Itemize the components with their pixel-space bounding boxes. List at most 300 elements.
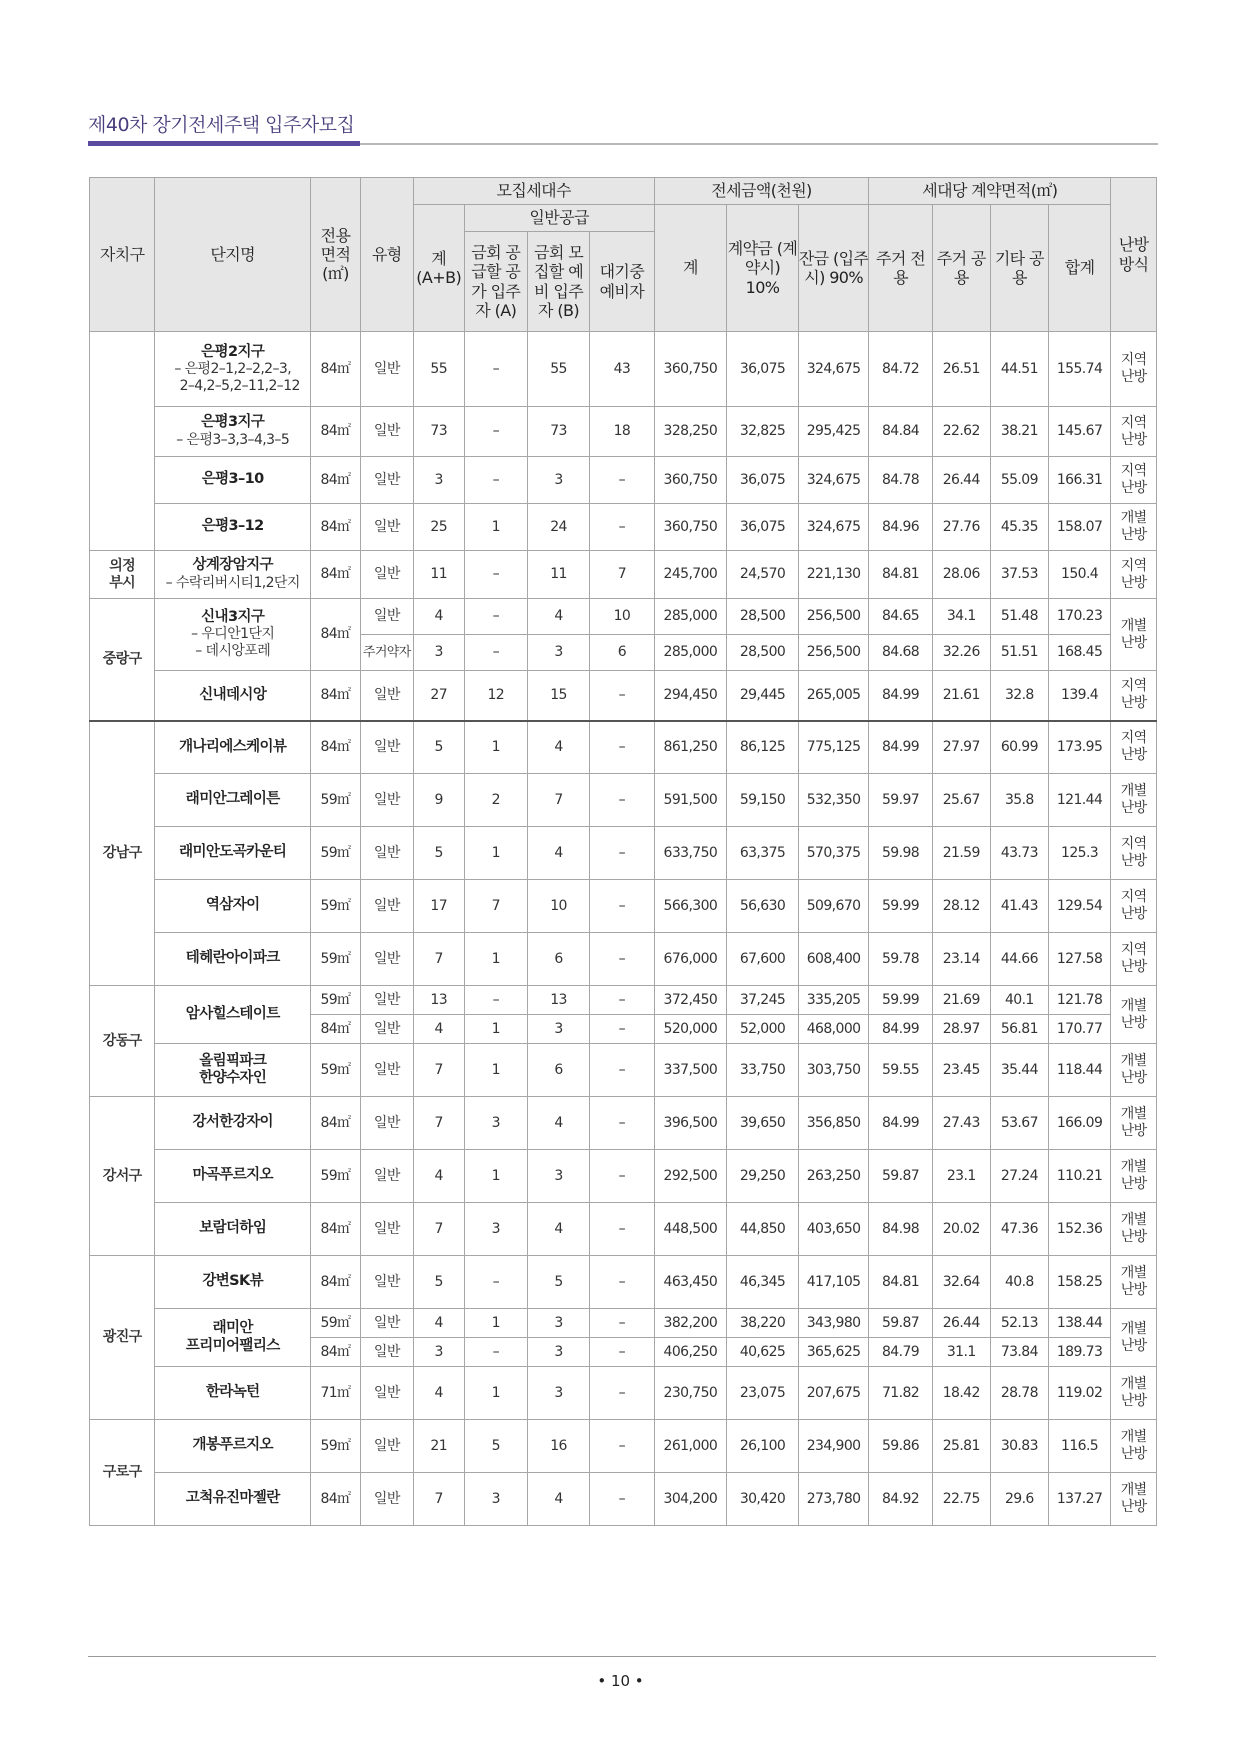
- waiting-cell: –: [590, 1473, 654, 1526]
- deposit-cell: 37,245: [727, 986, 799, 1015]
- priority-cell: –: [464, 599, 527, 635]
- complex-cell: 은평3–10: [155, 457, 311, 504]
- reserve-cell: 3: [527, 1338, 589, 1367]
- total-cell: 4: [413, 1015, 464, 1044]
- price-cell: 372,450: [654, 986, 727, 1015]
- header-price-total: 계: [654, 205, 727, 332]
- reserve-cell: 3: [527, 1150, 589, 1203]
- type-cell: 일반: [360, 1256, 413, 1309]
- complex-cell: 마곡푸르지오: [155, 1150, 311, 1203]
- other-common-cell: 52.13: [990, 1309, 1048, 1338]
- total-cell: 55: [413, 332, 464, 407]
- total-cell: 73: [413, 407, 464, 457]
- waiting-cell: –: [590, 774, 654, 827]
- price-cell: 633,750: [654, 827, 727, 880]
- deposit-cell: 26,100: [727, 1420, 799, 1473]
- total-cell: 4: [413, 1150, 464, 1203]
- area-sum-cell: 189.73: [1048, 1338, 1110, 1367]
- total-cell: 7: [413, 1473, 464, 1526]
- complex-cell: 래미안 프리미어팰리스: [155, 1309, 311, 1367]
- footer-divider: [88, 1656, 1156, 1657]
- deposit-cell: 36,075: [727, 457, 799, 504]
- res-common-cell: 32.64: [932, 1256, 990, 1309]
- area-cell: 84㎡: [311, 457, 361, 504]
- table-row: [90, 880, 1157, 933]
- complex-cell: 보람더하임: [155, 1203, 311, 1256]
- reserve-cell: 3: [527, 1309, 589, 1338]
- deposit-cell: 46,345: [727, 1256, 799, 1309]
- reserve-cell: 24: [527, 504, 589, 551]
- res-exclusive-cell: 84.81: [869, 1256, 932, 1309]
- header-waiting: 대기중 예비자: [590, 232, 654, 332]
- res-common-cell: 22.75: [932, 1473, 990, 1526]
- housing-table: [89, 177, 1157, 1526]
- res-exclusive-cell: 84.68: [869, 635, 932, 671]
- table-row: [90, 827, 1157, 880]
- heating-cell: 지역 난방: [1111, 933, 1157, 986]
- heating-cell: 개별 난방: [1111, 599, 1157, 671]
- priority-cell: –: [464, 457, 527, 504]
- reserve-cell: 3: [527, 457, 589, 504]
- balance-cell: 403,650: [798, 1203, 869, 1256]
- area-sum-cell: 116.5: [1048, 1420, 1110, 1473]
- total-cell: 9: [413, 774, 464, 827]
- heating-cell: 지역 난방: [1111, 671, 1157, 721]
- total-cell: 5: [413, 721, 464, 774]
- other-common-cell: 35.44: [990, 1044, 1048, 1097]
- price-cell: 396,500: [654, 1097, 727, 1150]
- deposit-cell: 59,150: [727, 774, 799, 827]
- price-cell: 520,000: [654, 1015, 727, 1044]
- complex-cell: 상계장암지구 – 수락리버시티1,2단지: [155, 551, 311, 599]
- complex-cell: 신내3지구 – 우디안1단지 – 데시앙포레: [155, 599, 311, 671]
- heating-cell: 지역 난방: [1111, 827, 1157, 880]
- area-cell: 84㎡: [311, 1097, 361, 1150]
- total-cell: 7: [413, 933, 464, 986]
- area-cell: 84㎡: [311, 1015, 361, 1044]
- balance-cell: 221,130: [798, 551, 869, 599]
- deposit-cell: 52,000: [727, 1015, 799, 1044]
- res-exclusive-cell: 59.99: [869, 986, 932, 1015]
- balance-cell: 532,350: [798, 774, 869, 827]
- reserve-cell: 13: [527, 986, 589, 1015]
- total-cell: 3: [413, 635, 464, 671]
- waiting-cell: 6: [590, 635, 654, 671]
- res-common-cell: 32.26: [932, 635, 990, 671]
- deposit-cell: 36,075: [727, 504, 799, 551]
- area-cell: 84㎡: [311, 671, 361, 721]
- other-common-cell: 40.8: [990, 1256, 1048, 1309]
- balance-cell: 335,205: [798, 986, 869, 1015]
- district-cell: 중랑구: [90, 599, 155, 721]
- heating-cell: 지역 난방: [1111, 880, 1157, 933]
- complex-cell: 래미안도곡카운티: [155, 827, 311, 880]
- type-cell: 일반: [360, 1044, 413, 1097]
- other-common-cell: 51.51: [990, 635, 1048, 671]
- res-common-cell: 21.59: [932, 827, 990, 880]
- price-cell: 861,250: [654, 721, 727, 774]
- area-sum-cell: 127.58: [1048, 933, 1110, 986]
- balance-cell: 417,105: [798, 1256, 869, 1309]
- header-reserve: 금회 모집할 예비 입주자 (B): [527, 232, 589, 332]
- table-row: [90, 1256, 1157, 1309]
- res-exclusive-cell: 84.99: [869, 1097, 932, 1150]
- page-header-title: 제40차 장기전세주택 입주자모집: [88, 114, 355, 136]
- area-sum-cell: 150.4: [1048, 551, 1110, 599]
- area-sum-cell: 173.95: [1048, 721, 1110, 774]
- deposit-cell: 23,075: [727, 1367, 799, 1420]
- waiting-cell: –: [590, 986, 654, 1015]
- balance-cell: 303,750: [798, 1044, 869, 1097]
- area-cell: 84㎡: [311, 504, 361, 551]
- table-row: [90, 1097, 1157, 1150]
- price-cell: 294,450: [654, 671, 727, 721]
- waiting-cell: –: [590, 827, 654, 880]
- balance-cell: 273,780: [798, 1473, 869, 1526]
- priority-cell: –: [464, 332, 527, 407]
- priority-cell: –: [464, 635, 527, 671]
- area-cell: 84㎡: [311, 721, 361, 774]
- priority-cell: 7: [464, 880, 527, 933]
- res-common-cell: 23.1: [932, 1150, 990, 1203]
- reserve-cell: 4: [527, 599, 589, 635]
- heating-cell: 지역 난방: [1111, 332, 1157, 407]
- other-common-cell: 44.66: [990, 933, 1048, 986]
- area-sum-cell: 170.23: [1048, 599, 1110, 635]
- waiting-cell: –: [590, 721, 654, 774]
- area-cell: 59㎡: [311, 827, 361, 880]
- deposit-cell: 33,750: [727, 1044, 799, 1097]
- area-sum-cell: 138.44: [1048, 1309, 1110, 1338]
- reserve-cell: 6: [527, 933, 589, 986]
- priority-cell: –: [464, 407, 527, 457]
- res-exclusive-cell: 59.98: [869, 827, 932, 880]
- deposit-cell: 38,220: [727, 1309, 799, 1338]
- area-cell: 59㎡: [311, 986, 361, 1015]
- price-cell: 261,000: [654, 1420, 727, 1473]
- waiting-cell: –: [590, 1420, 654, 1473]
- priority-cell: 5: [464, 1420, 527, 1473]
- deposit-cell: 24,570: [727, 551, 799, 599]
- priority-cell: 1: [464, 933, 527, 986]
- header-type: 유형: [360, 178, 413, 332]
- heating-cell: 개별 난방: [1111, 1044, 1157, 1097]
- deposit-cell: 36,075: [727, 332, 799, 407]
- complex-cell: 암사힐스테이트: [155, 986, 311, 1044]
- other-common-cell: 60.99: [990, 721, 1048, 774]
- other-common-cell: 27.24: [990, 1150, 1048, 1203]
- other-common-cell: 35.8: [990, 774, 1048, 827]
- price-cell: 448,500: [654, 1203, 727, 1256]
- deposit-cell: 32,825: [727, 407, 799, 457]
- res-exclusive-cell: 71.82: [869, 1367, 932, 1420]
- total-cell: 4: [413, 599, 464, 635]
- other-common-cell: 47.36: [990, 1203, 1048, 1256]
- area-cell: 59㎡: [311, 1420, 361, 1473]
- res-common-cell: 23.14: [932, 933, 990, 986]
- type-cell: 일반: [360, 332, 413, 407]
- res-common-cell: 27.76: [932, 504, 990, 551]
- area-sum-cell: 168.45: [1048, 635, 1110, 671]
- other-common-cell: 28.78: [990, 1367, 1048, 1420]
- priority-cell: 3: [464, 1203, 527, 1256]
- other-common-cell: 56.81: [990, 1015, 1048, 1044]
- price-cell: 360,750: [654, 457, 727, 504]
- header-other-common: 기타 공용: [990, 205, 1048, 332]
- other-common-cell: 43.73: [990, 827, 1048, 880]
- reserve-cell: 16: [527, 1420, 589, 1473]
- header-res-common: 주거 공용: [932, 205, 990, 332]
- price-cell: 285,000: [654, 599, 727, 635]
- area-sum-cell: 166.09: [1048, 1097, 1110, 1150]
- type-cell: 일반: [360, 407, 413, 457]
- type-cell: 일반: [360, 1420, 413, 1473]
- complex-cell: 은평2지구 – 은평2–1,2–2,2–3, 2–4,2–5,2–11,2–12: [155, 332, 311, 407]
- area-sum-cell: 170.77: [1048, 1015, 1110, 1044]
- header-priority: 금회 공급할 공가 입주자 (A): [464, 232, 527, 332]
- table-row: [90, 1367, 1157, 1420]
- complex-cell: 개나리에스케이뷰: [155, 721, 311, 774]
- table-row: [90, 332, 1157, 407]
- res-exclusive-cell: 84.65: [869, 599, 932, 635]
- header-general-group: 일반공급: [464, 205, 654, 232]
- priority-cell: –: [464, 986, 527, 1015]
- area-cell: 59㎡: [311, 1044, 361, 1097]
- area-cell: 59㎡: [311, 1150, 361, 1203]
- res-common-cell: 28.06: [932, 551, 990, 599]
- price-cell: 591,500: [654, 774, 727, 827]
- priority-cell: 1: [464, 1367, 527, 1420]
- res-exclusive-cell: 84.79: [869, 1338, 932, 1367]
- table-row: [90, 1150, 1157, 1203]
- price-cell: 304,200: [654, 1473, 727, 1526]
- area-sum-cell: 137.27: [1048, 1473, 1110, 1526]
- table-row: [90, 1420, 1157, 1473]
- total-cell: 7: [413, 1097, 464, 1150]
- table-row: [90, 671, 1157, 721]
- type-cell: 일반: [360, 551, 413, 599]
- res-common-cell: 21.61: [932, 671, 990, 721]
- deposit-cell: 67,600: [727, 933, 799, 986]
- total-cell: 25: [413, 504, 464, 551]
- reserve-cell: 55: [527, 332, 589, 407]
- heating-cell: 개별 난방: [1111, 1309, 1157, 1367]
- type-cell: 일반: [360, 1015, 413, 1044]
- res-common-cell: 26.51: [932, 332, 990, 407]
- res-exclusive-cell: 59.87: [869, 1150, 932, 1203]
- table-row: [90, 599, 1157, 635]
- waiting-cell: –: [590, 1367, 654, 1420]
- header-res-exclusive: 주거 전용: [869, 205, 932, 332]
- res-exclusive-cell: 84.81: [869, 551, 932, 599]
- area-cell: 71㎡: [311, 1367, 361, 1420]
- complex-cell: 강서한강자이: [155, 1097, 311, 1150]
- reserve-cell: 4: [527, 1097, 589, 1150]
- table-row: [90, 1044, 1157, 1097]
- priority-cell: 3: [464, 1097, 527, 1150]
- res-common-cell: 34.1: [932, 599, 990, 635]
- priority-cell: 1: [464, 1015, 527, 1044]
- total-cell: 4: [413, 1309, 464, 1338]
- complex-cell: 신내데시앙: [155, 671, 311, 721]
- heating-cell: 개별 난방: [1111, 774, 1157, 827]
- res-exclusive-cell: 59.78: [869, 933, 932, 986]
- type-cell: 일반: [360, 1338, 413, 1367]
- area-cell: 84㎡: [311, 1338, 361, 1367]
- area-cell: 84㎡: [311, 599, 361, 671]
- balance-cell: 265,005: [798, 671, 869, 721]
- priority-cell: 2: [464, 774, 527, 827]
- priority-cell: 1: [464, 827, 527, 880]
- reserve-cell: 3: [527, 1367, 589, 1420]
- type-cell: 일반: [360, 504, 413, 551]
- res-common-cell: 28.12: [932, 880, 990, 933]
- deposit-cell: 30,420: [727, 1473, 799, 1526]
- waiting-cell: –: [590, 1044, 654, 1097]
- table-row: [90, 933, 1157, 986]
- total-cell: 7: [413, 1044, 464, 1097]
- res-common-cell: 31.1: [932, 1338, 990, 1367]
- total-cell: 21: [413, 1420, 464, 1473]
- res-common-cell: 23.45: [932, 1044, 990, 1097]
- type-cell: 일반: [360, 1309, 413, 1338]
- heating-cell: 개별 난방: [1111, 1473, 1157, 1526]
- other-common-cell: 44.51: [990, 332, 1048, 407]
- other-common-cell: 41.43: [990, 880, 1048, 933]
- price-cell: 382,200: [654, 1309, 727, 1338]
- area-sum-cell: 121.44: [1048, 774, 1110, 827]
- heating-cell: 개별 난방: [1111, 1256, 1157, 1309]
- type-cell: 일반: [360, 1097, 413, 1150]
- price-cell: 676,000: [654, 933, 727, 986]
- price-cell: 406,250: [654, 1338, 727, 1367]
- price-cell: 360,750: [654, 332, 727, 407]
- balance-cell: 324,675: [798, 504, 869, 551]
- area-sum-cell: 158.07: [1048, 504, 1110, 551]
- waiting-cell: –: [590, 880, 654, 933]
- balance-cell: 207,675: [798, 1367, 869, 1420]
- complex-cell: 테헤란아이파크: [155, 933, 311, 986]
- reserve-cell: 3: [527, 1015, 589, 1044]
- balance-cell: 256,500: [798, 599, 869, 635]
- type-cell: 일반: [360, 671, 413, 721]
- total-cell: 11: [413, 551, 464, 599]
- balance-cell: 256,500: [798, 635, 869, 671]
- type-cell: 일반: [360, 721, 413, 774]
- total-cell: 27: [413, 671, 464, 721]
- reserve-cell: 10: [527, 880, 589, 933]
- deposit-cell: 29,445: [727, 671, 799, 721]
- balance-cell: 775,125: [798, 721, 869, 774]
- total-cell: 5: [413, 1256, 464, 1309]
- waiting-cell: 7: [590, 551, 654, 599]
- res-exclusive-cell: 84.96: [869, 504, 932, 551]
- res-common-cell: 18.42: [932, 1367, 990, 1420]
- price-cell: 328,250: [654, 407, 727, 457]
- waiting-cell: 10: [590, 599, 654, 635]
- res-exclusive-cell: 84.99: [869, 1015, 932, 1044]
- area-cell: 84㎡: [311, 407, 361, 457]
- price-cell: 285,000: [654, 635, 727, 671]
- district-cell: 강동구: [90, 986, 155, 1097]
- other-common-cell: 73.84: [990, 1338, 1048, 1367]
- complex-cell: 올림픽파크 한양수자인: [155, 1044, 311, 1097]
- waiting-cell: –: [590, 1097, 654, 1150]
- waiting-cell: –: [590, 1338, 654, 1367]
- reserve-cell: 4: [527, 1473, 589, 1526]
- area-cell: 59㎡: [311, 880, 361, 933]
- area-sum-cell: 129.54: [1048, 880, 1110, 933]
- header-deposit: 계약금 (계약시) 10%: [727, 205, 799, 332]
- type-cell: 일반: [360, 1150, 413, 1203]
- res-exclusive-cell: 84.72: [869, 332, 932, 407]
- heating-cell: 개별 난방: [1111, 1420, 1157, 1473]
- other-common-cell: 32.8: [990, 671, 1048, 721]
- header-heating: 난방 방식: [1111, 178, 1157, 332]
- balance-cell: 324,675: [798, 457, 869, 504]
- area-sum-cell: 125.3: [1048, 827, 1110, 880]
- area-sum-cell: 139.4: [1048, 671, 1110, 721]
- table-row: [90, 1203, 1157, 1256]
- table-row: [90, 1309, 1157, 1338]
- reserve-cell: 15: [527, 671, 589, 721]
- type-cell: 일반: [360, 1367, 413, 1420]
- area-sum-cell: 119.02: [1048, 1367, 1110, 1420]
- header-price-group: 전세금액(천원): [654, 178, 869, 205]
- header-total: 계 (A+B): [413, 205, 464, 332]
- area-sum-cell: 145.67: [1048, 407, 1110, 457]
- complex-cell: 강변SK뷰: [155, 1256, 311, 1309]
- page-number: • 10 •: [597, 1672, 644, 1690]
- other-common-cell: 40.1: [990, 986, 1048, 1015]
- area-sum-cell: 110.21: [1048, 1150, 1110, 1203]
- deposit-cell: 56,630: [727, 880, 799, 933]
- other-common-cell: 53.67: [990, 1097, 1048, 1150]
- heating-cell: 지역 난방: [1111, 407, 1157, 457]
- price-cell: 463,450: [654, 1256, 727, 1309]
- reserve-cell: 5: [527, 1256, 589, 1309]
- total-cell: 3: [413, 457, 464, 504]
- res-common-cell: 20.02: [932, 1203, 990, 1256]
- area-cell: 84㎡: [311, 1203, 361, 1256]
- other-common-cell: 37.53: [990, 551, 1048, 599]
- reserve-cell: 7: [527, 774, 589, 827]
- other-common-cell: 51.48: [990, 599, 1048, 635]
- heating-cell: 지역 난방: [1111, 551, 1157, 599]
- table-row: [90, 721, 1157, 774]
- type-cell: 일반: [360, 986, 413, 1015]
- price-cell: 566,300: [654, 880, 727, 933]
- reserve-cell: 4: [527, 721, 589, 774]
- deposit-cell: 40,625: [727, 1338, 799, 1367]
- heating-cell: 개별 난방: [1111, 1367, 1157, 1420]
- priority-cell: 1: [464, 721, 527, 774]
- complex-cell: 한라녹턴: [155, 1367, 311, 1420]
- complex-cell: 고척유진마젤란: [155, 1473, 311, 1526]
- waiting-cell: –: [590, 1015, 654, 1044]
- price-cell: 230,750: [654, 1367, 727, 1420]
- balance-cell: 263,250: [798, 1150, 869, 1203]
- res-exclusive-cell: 84.84: [869, 407, 932, 457]
- area-sum-cell: 158.25: [1048, 1256, 1110, 1309]
- area-sum-cell: 121.78: [1048, 986, 1110, 1015]
- deposit-cell: 86,125: [727, 721, 799, 774]
- area-cell: 59㎡: [311, 933, 361, 986]
- res-common-cell: 25.81: [932, 1420, 990, 1473]
- heating-cell: 지역 난방: [1111, 721, 1157, 774]
- balance-cell: 608,400: [798, 933, 869, 986]
- total-cell: 17: [413, 880, 464, 933]
